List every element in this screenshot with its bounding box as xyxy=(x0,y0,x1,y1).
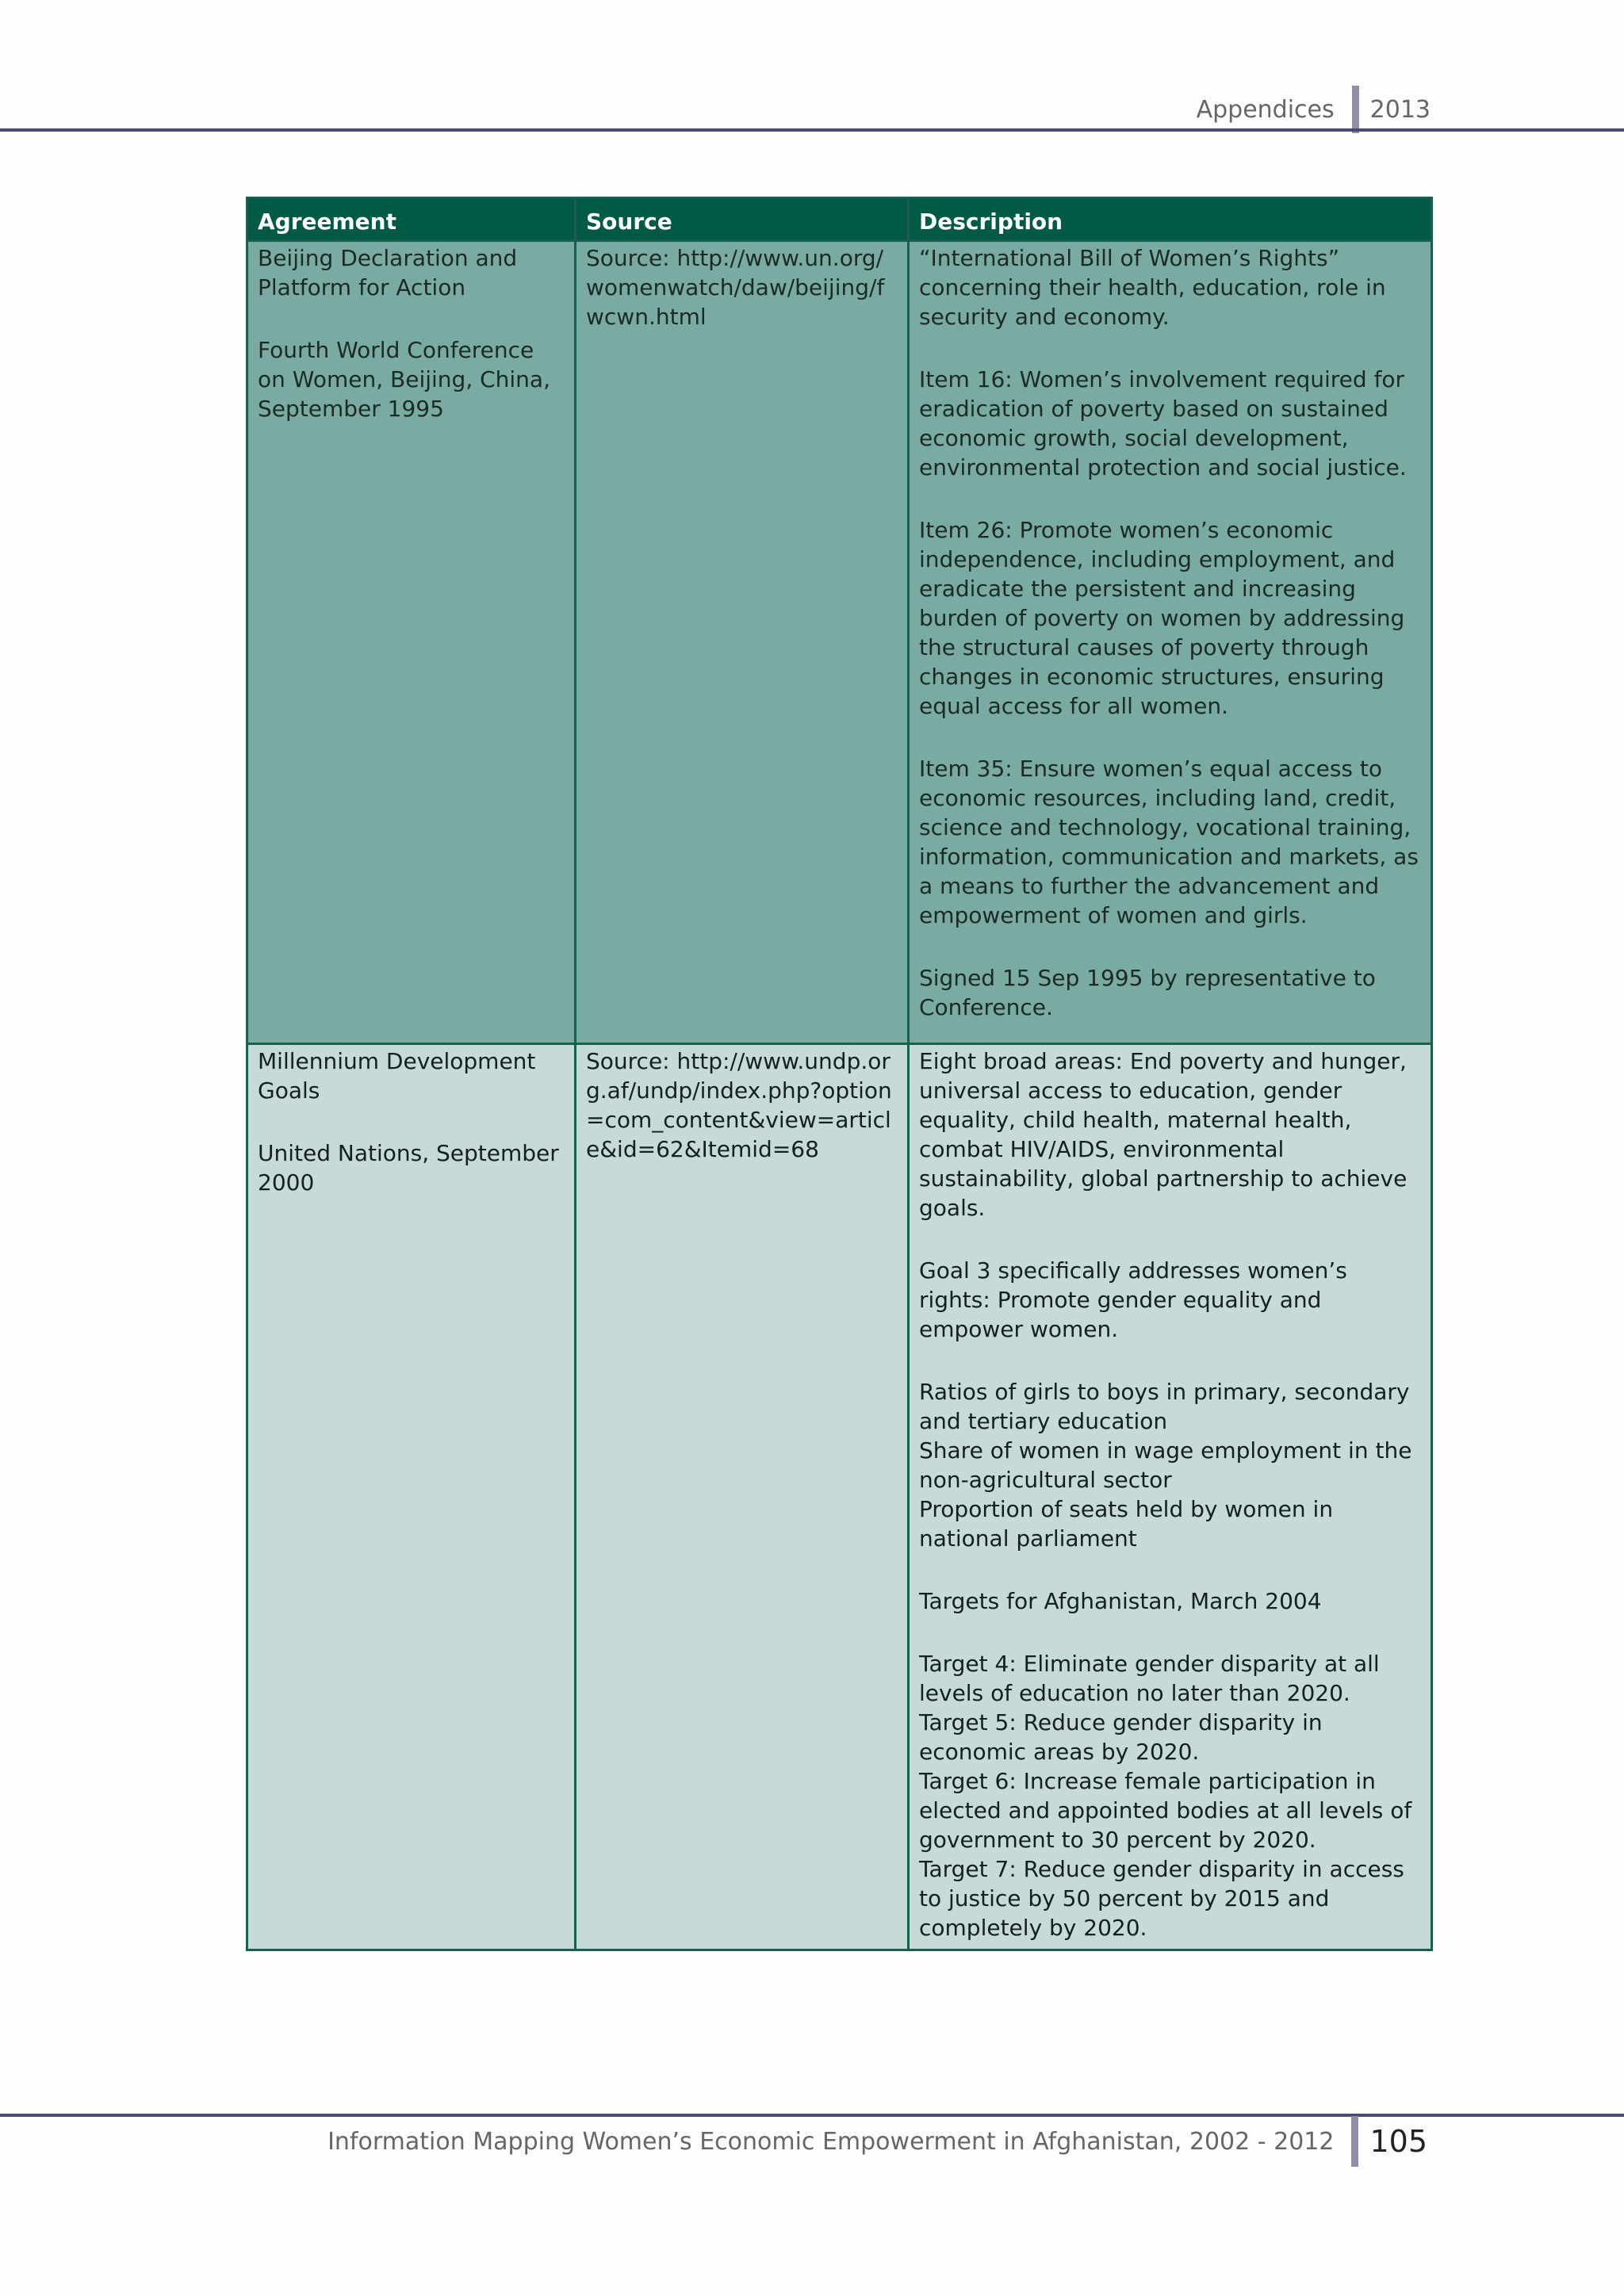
description-paragraph: Ratios of girls to boys in primary, secondary and tertiary education Share of women in wage employment in the non-agricultural sector Proportion of seats held by women in national parliament xyxy=(919,1379,1412,1552)
description-paragraph: Item 16: Women’s involvement required for eradication of poverty based on sustained economic growth, social development, environmental protection and social justice. xyxy=(919,366,1407,480)
source-cell xyxy=(576,241,909,1044)
agreements-table xyxy=(246,197,1433,1951)
running-footer xyxy=(327,2116,1427,2167)
description-paragraph: Target 4: Eliminate gender disparity at all levels of education no later than 2020. Target 5: Reduce gender disparity in economic areas by 2020. Target 6: Increase female participation in elected and appointed bodies at all levels of government to 30 percent by 2020. Target 7: Reduce gender disparity in access to justice by 50 percent by 2015 and completely by 2020. xyxy=(919,1651,1412,1941)
header-section: Appendices xyxy=(1196,95,1335,124)
agreement-origin: United Nations, September 2000 xyxy=(258,1140,559,1196)
agreement-cell xyxy=(247,241,576,1044)
description-paragraph: Item 26: Promote women’s economic independence, including employment, and eradicate the persistent and increasing burden of poverty on women by addressing the structural causes of poverty through changes in economic structures, ensuring equal access for all women. xyxy=(919,517,1405,719)
column-header-description: Description xyxy=(909,198,1432,241)
footer-divider xyxy=(1351,2116,1358,2167)
header-divider xyxy=(1352,86,1359,133)
description-cell xyxy=(909,241,1432,1044)
table-header-row xyxy=(247,198,1432,241)
agreement-name: Beijing Declaration and Platform for Action xyxy=(258,245,518,300)
source-link[interactable]: Source: http://www.undp.org.af/undp/index.php?option=com_content&view=article&id=62&Itemid=68 xyxy=(586,1048,892,1162)
agreement-cell xyxy=(247,1044,576,1950)
footer-title: Information Mapping Women’s Economic Empowerment in Afghanistan, 2002 - 2012 xyxy=(327,2127,1335,2156)
agreement-origin: Fourth World Conference on Women, Beijing, China, September 1995 xyxy=(258,337,550,422)
description-paragraph: Goal 3 specifically addresses women’s rights: Promote gender equality and empower women. xyxy=(919,1257,1347,1342)
table-row xyxy=(247,1044,1432,1950)
running-header xyxy=(1197,86,1431,133)
description-paragraph: Eight broad areas: End poverty and hunger, universal access to education, gender equality, child health, maternal health, combat HIV/AIDS, environmental sustainability, global partnership to achieve goals. xyxy=(919,1048,1408,1221)
column-header-source: Source xyxy=(576,198,909,241)
source-cell xyxy=(576,1044,909,1950)
header-rule xyxy=(0,128,1624,132)
description-paragraph: “International Bill of Women’s Rights” concerning their health, education, role in security and economy. xyxy=(919,245,1386,330)
description-paragraph: Item 35: Ensure women’s equal access to economic resources, including land, credit, science and technology, vocational training, information, communication and markets, as a means to further the advancement and empowerment of women and girls. xyxy=(919,756,1419,928)
agreement-name: Millennium Development Goals xyxy=(258,1048,536,1104)
header-year: 2013 xyxy=(1369,95,1431,124)
source-link[interactable]: Source: http://www.un.org/womenwatch/daw/beijing/fwcwn.html xyxy=(586,245,885,330)
description-paragraph: Targets for Afghanistan, March 2004 xyxy=(919,1588,1322,1614)
column-header-agreement: Agreement xyxy=(247,198,576,241)
page-number: 105 xyxy=(1369,2124,1427,2159)
description-paragraph: Signed 15 Sep 1995 by representative to Conference. xyxy=(919,965,1376,1020)
table-row xyxy=(247,241,1432,1044)
description-cell xyxy=(909,1044,1432,1950)
